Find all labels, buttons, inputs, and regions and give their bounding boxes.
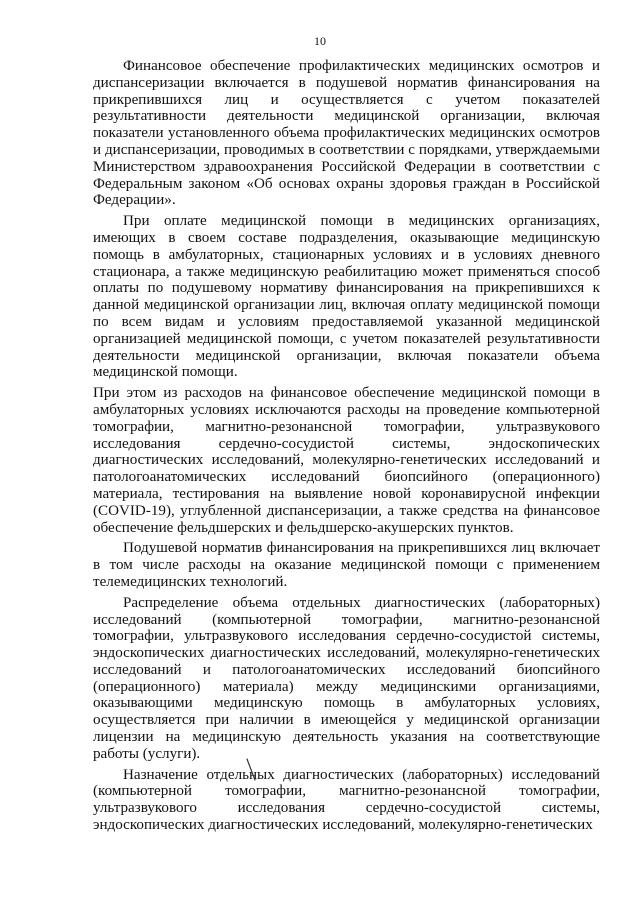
paragraph-preventive-financing: Финансовое обеспечение профилактических медицинских осмотров и диспансеризации включается в подушевой норматив финансирования на прикрепившихся лиц и осуществляется с учетом показателей результативности деятельности медицинской организации, включая показатели установленного объема профилактических медицинских осмотров и диспансеризации, проводимых в соответствии с порядками, утверждаемыми Министерством здравоохранения Российской Федерации в соответствии с Федеральным законом «Об основах охраны здоровья граждан в Российской Федерации». xyxy=(93,58,600,209)
paragraph-diagnostics-distribution: Распределение объема отдельных диагностических (лабораторных) исследований (компьютерной томографии, магнитно-резонансной томографии, ультразвукового исследования сердечно-сосудистой системы, эндоскопических диагностических исследований, молекулярно-генетических исследований и патологоанатомических исследований биопсийного (операционного) материала) между медицинскими организациями, оказывающими медицинскую помощь в амбулаторных условиях, осуществляется при наличии в имеющейся у медицинской организации лицензии на медицинскую деятельность указания на соответствующие работы (услуги). xyxy=(93,594,600,762)
paragraph-telemedicine: Подушевой норматив финансирования на прикрепившихся лиц включает в том числе расходы на оказание медицинской помощи с применением телемедицинских технологий. xyxy=(93,540,600,590)
page-number: 10 xyxy=(314,34,326,48)
paragraph-per-capita-payment: При оплате медицинской помощи в медицинских организациях, имеющих в своем составе подразделения, оказывающие медицинскую помощь в амбулаторных, стационарных условиях и в условиях дневного стационара, а также медицинскую реабилитацию может применяться способ оплаты по подушевому нормативу финансирования на прикрепившихся к данной медицинской организации лиц, включая оплату медицинской помощи по всем видам и условиям предоставляемой указанной медицинской организацией медицинской помощи, с учетом показателей результативности деятельности медицинской организации, включая показатели объема медицинской помощи. xyxy=(93,213,600,381)
paragraph-excluded-expenses: При этом из расходов на финансовое обеспечение медицинской помощи в амбулаторных условиях исключаются расходы на проведение компьютерной томографии, магнитно-резонансной томографии, ультразвукового исследования сердечно-сосудистой системы, эндоскопических диагностических исследований, молекулярно-генетических исследований и патологоанатомических исследований биопсийного (операционного) материала, тестирования на выявление новой коронавирусной инфекции (COVID-19), углубленной диспансеризации, а также средства на финансовое обеспечение фельдшерских и фельдшерско-акушерских пунктов. xyxy=(93,385,600,536)
paragraph-diagnostics-assignment: Назначение отдельных диагностических (лабораторных) исследований (компьютерной томографии, магнитно-резонансной томографии, ультразвукового исследования сердечно-сосудистой системы, эндоскопических диагностических исследований, молекулярно-генетических xyxy=(93,766,600,834)
body-text xyxy=(93,58,600,834)
